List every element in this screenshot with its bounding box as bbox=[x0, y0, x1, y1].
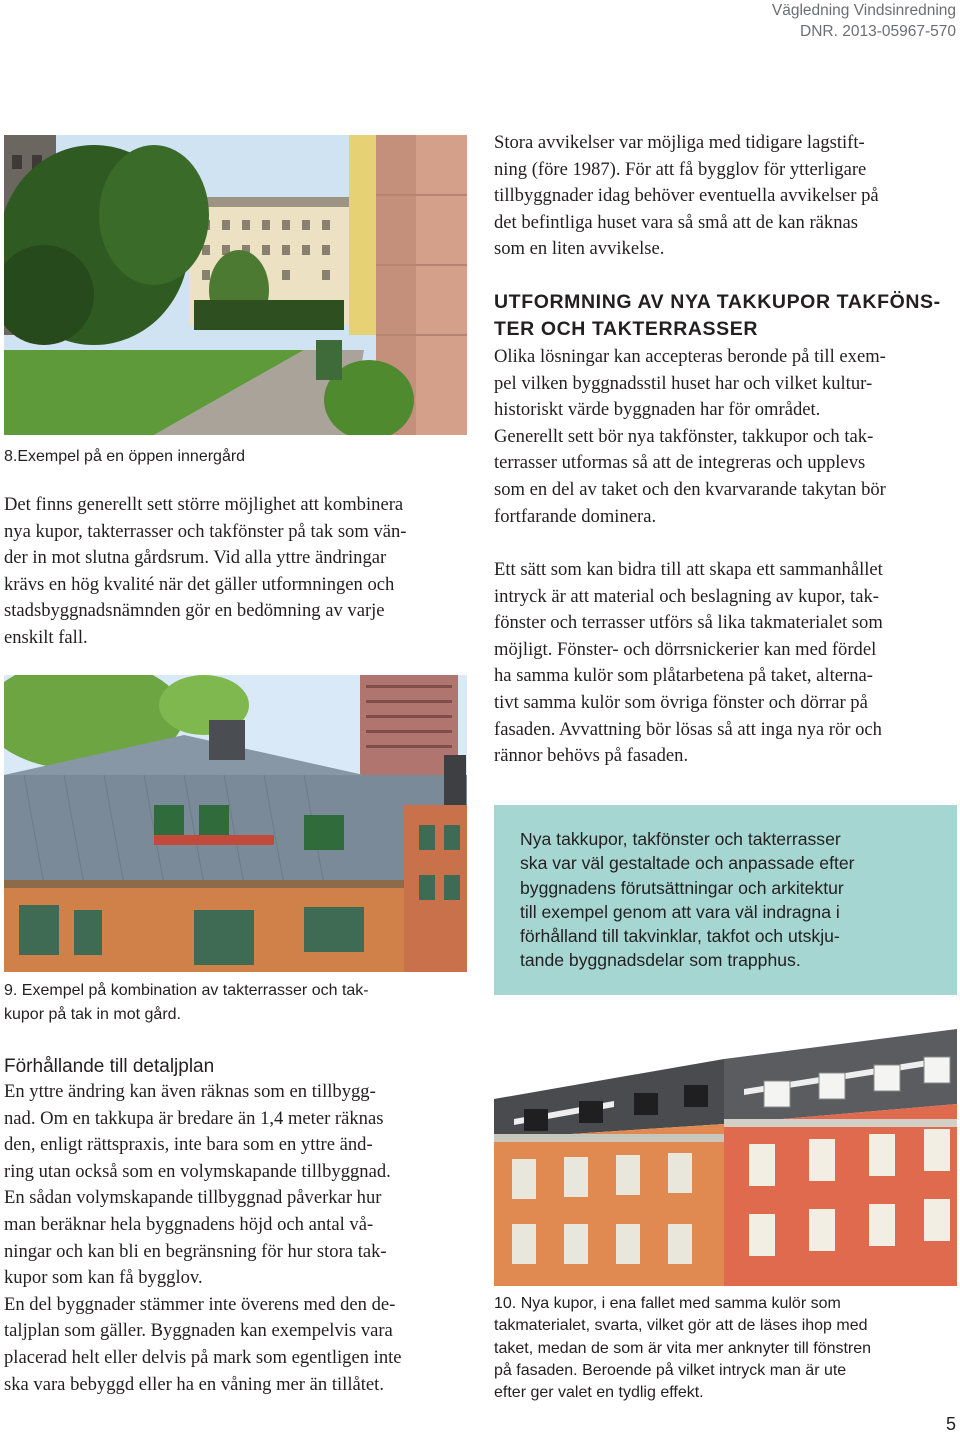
paragraph-line: der in mot slutna gårdsrum. Vid alla yttre ändringar bbox=[4, 547, 387, 569]
figure-8-photo bbox=[4, 135, 467, 435]
courtyard-image bbox=[4, 135, 467, 435]
caption-line: efter ger valet en tydlig effekt. bbox=[494, 1384, 704, 1402]
section-heading: Förhållande till detaljplan bbox=[4, 1056, 215, 1077]
paragraph-line: En del byggnader stämmer inte överens med den de- bbox=[4, 1293, 396, 1315]
document-dnr: DNR. 2013-05967-570 bbox=[800, 23, 956, 40]
guideline-callout bbox=[494, 805, 957, 995]
paragraph-line: man beräknar hela byggnadens höjd och antal vå- bbox=[4, 1213, 374, 1235]
paragraph-line: taljplan som gäller. Byggnaden kan exempelvis vara bbox=[4, 1320, 393, 1342]
detaljplan-section bbox=[4, 1055, 467, 1398]
document-title: Vägledning Vindsinredning bbox=[771, 2, 956, 19]
paragraph-line: ning (före 1987). För att få bygglov för ytterligare bbox=[494, 158, 867, 180]
paragraph-line: nad. Om en takkupa är bredare än 1,4 meter räknas bbox=[4, 1107, 384, 1129]
heading-line: TER OCH TAKTERRASSER bbox=[494, 318, 759, 340]
roof-terraces-image bbox=[4, 675, 467, 972]
paragraph-line: enskilt fall. bbox=[4, 626, 88, 648]
material-paragraph bbox=[494, 557, 957, 770]
paragraph-line: En yttre ändring kan även räknas som en tillbygg- bbox=[4, 1081, 376, 1102]
callout-line: till exempel genom att vara väl indragna i bbox=[520, 901, 840, 922]
caption-line: takmaterialet, svarta, vilket gör att de läses ihop med bbox=[494, 1317, 868, 1335]
callout-line: ska var väl gestaltade och anpassade efter bbox=[520, 853, 855, 874]
caption-line: 10. Nya kupor, i ena fallet med samma kulör som bbox=[494, 1295, 841, 1312]
callout-line: byggnadens förutsättningar och arkitektur bbox=[520, 877, 844, 898]
paragraph-line: den, enligt rättspraxis, inte bara som en yttre änd- bbox=[4, 1134, 373, 1156]
paragraph-line: rännor behövs på fasaden. bbox=[494, 745, 689, 767]
utformning-paragraph bbox=[494, 344, 957, 530]
paragraph-line: Generellt sett bör nya takfönster, takkupor och tak- bbox=[494, 425, 874, 447]
page-header bbox=[772, 0, 956, 42]
paragraph-line: tivt samma kulör som övriga fönster och dörrar på bbox=[494, 691, 868, 713]
paragraph-line: som en del av taket och den kvarvarande takytan bör bbox=[494, 478, 886, 500]
paragraph-line: ha samma kulör som plåtarbetena på taket, alterna- bbox=[494, 665, 873, 687]
callout-line: tande byggnadsdelar som trapphus. bbox=[520, 950, 801, 971]
caption-line: kupor på tak in mot gård. bbox=[4, 1006, 181, 1023]
paragraph-line: historiskt värde byggnaden har för området. bbox=[494, 399, 821, 421]
paragraph-line: ring utan också som en volymskapande tillbyggnad. bbox=[4, 1160, 391, 1182]
paragraph-line: krävs en hög kvalité när det gäller utformningen och bbox=[4, 573, 395, 595]
callout-line: Nya takkupor, takfönster och takterrasser bbox=[520, 829, 841, 849]
paragraph-line: Stora avvikelser var möjliga med tidigare lagstift- bbox=[494, 132, 865, 153]
caption-line: 9. Exempel på kombination av takterrasser och tak- bbox=[4, 982, 369, 999]
paragraph-line: ska vara bebyggd eller ha en våning mer än tillåtet. bbox=[4, 1373, 384, 1395]
paragraph-line: fortfarande dominera. bbox=[494, 505, 657, 527]
paragraph-line: fasaden. Avvattning bör lösas så att inga nya rör och bbox=[494, 718, 882, 740]
paragraph-line: En sådan volymskapande tillbyggnad påverkar hur bbox=[4, 1187, 382, 1209]
figure-10-caption bbox=[494, 1293, 960, 1404]
paragraph-line: som en liten avvikelse. bbox=[494, 238, 665, 260]
page-number: 5 bbox=[945, 1414, 956, 1434]
paragraph-line: tillbyggnader idag behöver eventuella avvikelser på bbox=[494, 185, 879, 207]
paragraph-line: Det finns generellt sett större möjlighet att kombinera bbox=[4, 494, 404, 515]
heading-line: UTFORMNING AV NYA TAKKUPOR TAKFÖNS- bbox=[494, 291, 941, 313]
paragraph-line: möjligt. Fönster- och dörrsnickerier kan med fördel bbox=[494, 638, 877, 660]
paragraph-line: terrasser utformas så att de integreras och upplevs bbox=[494, 452, 866, 474]
caption-line: taket, medan de som är vita mer anknyter till fönstren bbox=[494, 1339, 872, 1357]
paragraph-line: Olika lösningar kan accepteras beronde på till exem- bbox=[494, 346, 886, 367]
figure-9-photo bbox=[4, 675, 467, 972]
paragraph-line: ningar och kan bli en begränsning för hur stora tak- bbox=[4, 1240, 387, 1262]
paragraph-line: intryck är att material och beslagning av kupor, tak- bbox=[494, 585, 879, 607]
section-heading-utformning bbox=[494, 289, 960, 343]
paragraph-line: pel vilken byggnadsstil huset har och vilket kultur- bbox=[494, 372, 873, 394]
figure-9-caption bbox=[4, 979, 467, 1027]
caption-line: på fasaden. Beroende på vilket intryck man är ute bbox=[494, 1361, 847, 1379]
paragraph-line: fönster och terrasser utförs så lika takmaterialet som bbox=[494, 612, 883, 634]
paragraph-line: det befintliga huset vara så små att de kan räknas bbox=[494, 211, 858, 233]
figure-8-caption: 8.Exempel på en öppen innergård bbox=[4, 448, 246, 465]
paragraph-line: kupor som kan få bygglov. bbox=[4, 1267, 203, 1289]
colored-facades-image bbox=[494, 1029, 957, 1286]
figure-10-photo bbox=[494, 1029, 957, 1286]
paragraph-line: Ett sätt som kan bidra till att skapa ett sammanhållet bbox=[494, 559, 883, 580]
paragraph-line: stadsbyggnadsnämnden gör en bedömning av varje bbox=[4, 600, 385, 622]
intro-paragraph-right bbox=[494, 130, 957, 263]
intro-paragraph-left bbox=[4, 492, 467, 652]
callout-line: förhålland till takvinklar, takfot och utskju- bbox=[520, 926, 840, 947]
paragraph-line: placerad helt eller delvis på mark som egentligen inte bbox=[4, 1346, 402, 1368]
paragraph-line: nya kupor, takterrasser och takfönster på tak som vän- bbox=[4, 520, 407, 542]
